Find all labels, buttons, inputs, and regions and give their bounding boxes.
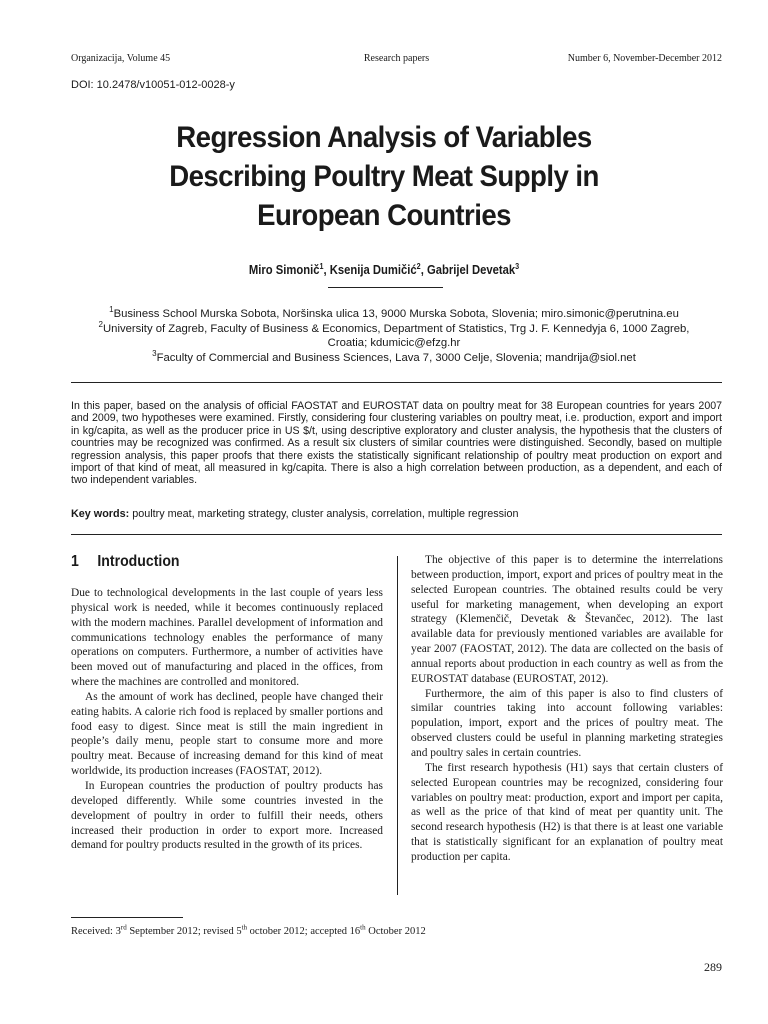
title-line-2: Describing Poultry Meat Supply in (169, 160, 599, 193)
body-paragraph: Due to technological developments in the last couple of years less physical work is needed, while it becomes continuously replaced with the modern machines. Parallel development of information and communications technology enables the performance of many operations on computers. Furthermore, a number of activities have been moved out of manufacturing and placed in the offices, from where the machines are controlled and monitored. (71, 587, 383, 689)
fn-ordinal: rd (120, 923, 127, 932)
right-column (411, 553, 723, 865)
body-paragraph: As the amount of work has declined, people have changed their eating habits. A calorie rich food is replaced by smaller portions and food easy to digest. Since meat is still the main ingredient in people’s daily menu, people start to consume more and more poultry meat. Because of increasing demand for this kind of meat worldwide, its production increases (FAOSTAT, 2012). (71, 690, 383, 778)
author-affil-mark: 2 (416, 261, 421, 271)
section-heading (71, 553, 180, 571)
affiliations (60, 307, 728, 365)
paper-title (114, 118, 655, 235)
author-affil-mark: 1 (319, 261, 324, 271)
page-number: 289 (704, 960, 722, 974)
body-paragraph: The first research hypothesis (H1) says that certain clusters of selected European countries may be recognized, considering four variables on poultry meat: production, export and import per capita, as well as the price of that kind of meat per quantity unit. The second research hypothesis (H2) is that there is at least one variable that is statistically significant for an explanation of poultry meat production per capita. (411, 761, 723, 863)
journal-name: Organizacija, Volume 45 (71, 53, 171, 64)
fn-text: October 2012 (365, 926, 426, 937)
author-name: Miro Simonič (248, 263, 320, 277)
affil-text: Faculty of Commercial and Business Sciences, Lava 7, 3000 Celje, Slovenia; mandrija@siol.net (156, 351, 636, 364)
affiliation-3 (60, 348, 728, 366)
received-footnote (71, 923, 426, 937)
fn-text: September 2012; revised 5 (126, 926, 242, 937)
title-line-3: European Countries (257, 199, 511, 232)
section-title: Introduction (97, 553, 180, 570)
footnote-rule (71, 917, 183, 918)
running-head (71, 53, 722, 67)
affil-text: University of Zagreb, Faculty of Business & Economics, Department of Statistics, Trg J. F. Kennedyja 6, 1000 Zagreb, (103, 322, 690, 335)
affil-text: Business School Murska Sobota, Noršinska ulica 13, 9000 Murska Sobota, Slovenia; miro.simonic@perutnina.eu (113, 308, 679, 320)
fn-ordinal: th (360, 923, 366, 932)
keywords-text: poultry meat, marketing strategy, cluster analysis, correlation, multiple regression (129, 508, 519, 520)
affil-mark: 2 (98, 319, 103, 329)
author-name: Ksenija Dumičić (329, 263, 417, 277)
fn-text: october 2012; accepted 16 (247, 926, 361, 937)
author-separator: , (323, 263, 330, 277)
issue-info: Number 6, November-December 2012 (567, 53, 722, 64)
affiliation-2 (60, 319, 728, 351)
author-affil-mark: 3 (515, 261, 520, 271)
title-line-1: Regression Analysis of Variables (176, 121, 592, 154)
body-paragraph: In European countries the production of poultry products has developed differently. While some countries invested in the development of poultry in order to fulfill their needs, others increased their production in order to export more. Increased demand for poultry products resulted in the growth of its prices. (71, 779, 383, 852)
section-number: 1 (71, 553, 79, 570)
body-paragraph: Furthermore, the aim of this paper is also to find clusters of similar countries taking into account following variables: population, import, export and the prices of poultry meat. The observed clusters could be useful in planning marketing strategies and poultry sales in certain countries. (411, 687, 723, 759)
column-divider (397, 556, 398, 895)
affil-mark: 1 (109, 305, 114, 315)
author-list (38, 263, 729, 277)
abstract-top-rule (71, 382, 722, 383)
body-paragraph: The objective of this paper is to determine the interrelations between production, import, export and prices of poultry meat in the selected European countries. The obtained results could be very useful for marketing management, when developing an export strategy (Klemenčič, Devetak & Števančec, 2012). The last available data for previously mentioned variables are available for year 2007 (FAOSTAT, 2012). The data are collected on the basis of annual reports about production in each country as well as from the EUROSTAT database (EUROSTAT, 2012). (411, 554, 723, 685)
left-column (71, 586, 383, 853)
keywords-label: Key words: (71, 508, 130, 520)
author-name: Gabrijel Devetak (426, 263, 516, 277)
author-separator: , (420, 263, 427, 277)
doi[interactable]: DOI: 10.2478/v10051-012-0028-y (71, 79, 235, 91)
affil-mark: 3 (152, 348, 157, 358)
keywords (71, 508, 722, 520)
fn-ordinal: th (241, 923, 248, 932)
abstract: In this paper, based on the analysis of official FAOSTAT and EUROSTAT data on poultry meat for 38 European countries for years 2007 and 2009, two hypotheses were examined. Firstly, considering four clustering variables on poultry meat, i.e. production, export and import in kg/capita, as well as the producer price in US $/t, using descriptive exploratory and cluster analysis, the hypothesis that the clusters of countries may be recognized was confirmed. As a result six clusters of similar countries were distinguished. Secondly, based on multiple regression analysis, this paper proofs that there exists the statistically significant relationship of poultry meat production on export and import of that kind of meat, all measured in kg/capita. There is also a high correlation between production, as a dependent, and each of two independent variables. (71, 400, 722, 487)
affiliation-1 (60, 307, 728, 322)
section-type: Research papers (363, 53, 430, 64)
abstract-bottom-rule (71, 534, 722, 535)
affil-text-cont: Croatia; kdumicic@efzg.hr (327, 337, 461, 349)
author-divider (328, 287, 443, 288)
fn-text: Received: 3 (71, 926, 121, 937)
